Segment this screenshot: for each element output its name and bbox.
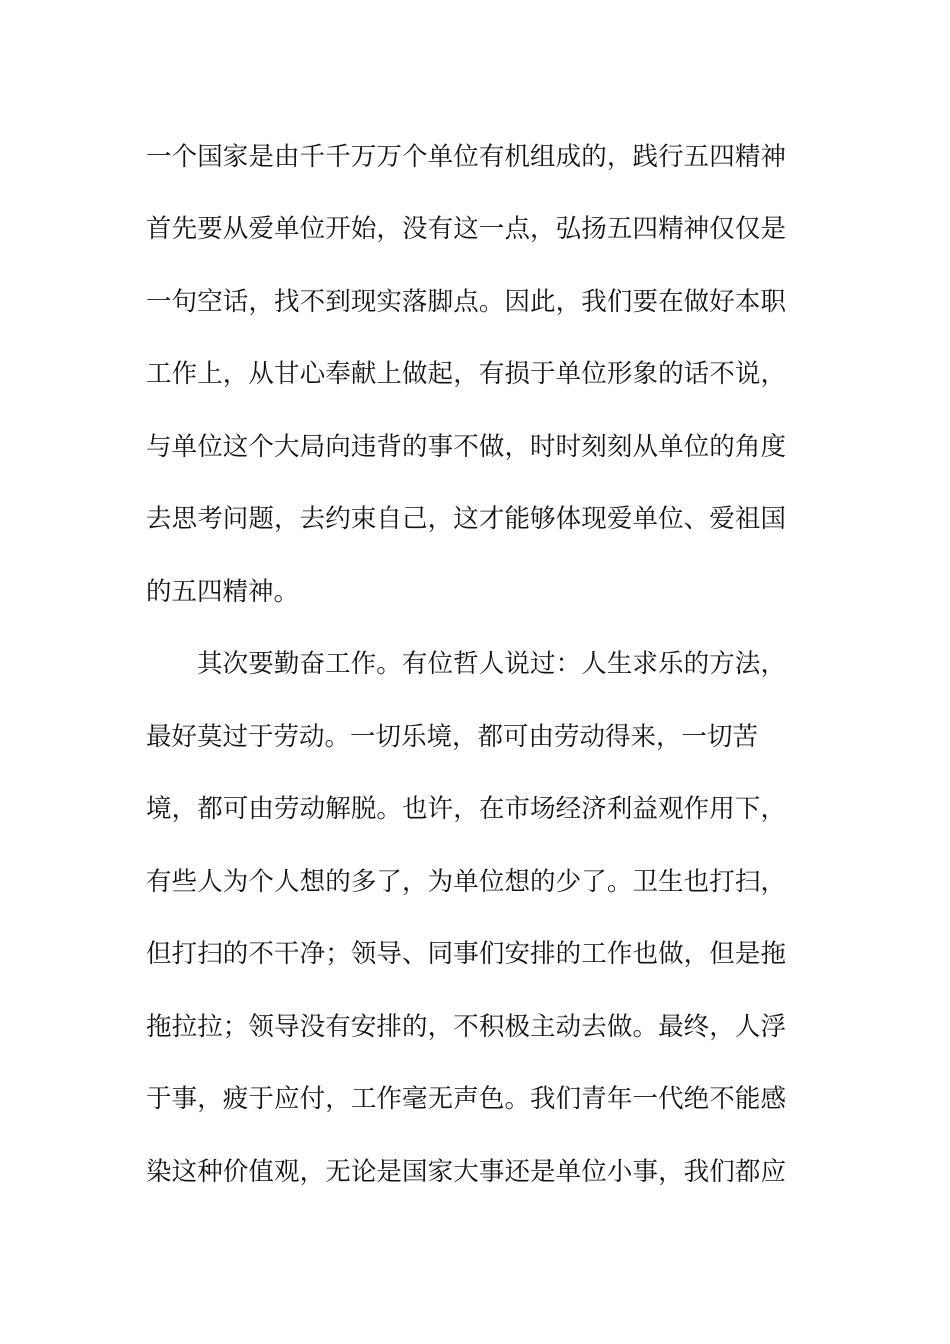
text-line: 境，都可由劳动解脱。也许，在市场经济利益观作用下， xyxy=(146,794,786,824)
text-line: 最好莫过于劳动。一切乐境，都可由劳动得来，一切苦 xyxy=(146,722,759,752)
text-line: 但打扫的不干净；领导、同事们安排的工作也做，但是拖 xyxy=(146,939,786,969)
text-line: 的五四精神。 xyxy=(146,577,300,607)
text-line: 于事，疲于应付，工作毫无声色。我们青年一代绝不能感 xyxy=(146,1084,786,1114)
text-line: 一个国家是由千千万万个单位有机组成的，践行五四精神 xyxy=(146,142,786,172)
text-line: 其次要勤奋工作。有位哲人说过：人生求乐的方法， xyxy=(197,649,786,679)
text-line: 工作上，从甘心奉献上做起，有损于单位形象的话不说， xyxy=(146,359,786,389)
text-line: 去思考问题，去约束自己，这才能够体现爱单位、爱祖国 xyxy=(146,504,786,534)
text-line: 拖拉拉；领导没有安排的，不积极主动去做。最终，人浮 xyxy=(146,1012,786,1042)
text-line: 一句空话，找不到现实落脚点。因此，我们要在做好本职 xyxy=(146,287,786,317)
text-line: 与单位这个大局向违背的事不做，时时刻刻从单位的角度 xyxy=(146,432,786,462)
text-line: 染这种价值观，无论是国家大事还是单位小事，我们都应 xyxy=(146,1157,786,1187)
text-line: 有些人为个人想的多了，为单位想的少了。卫生也打扫， xyxy=(146,867,786,897)
text-line: 首先要从爱单位开始，没有这一点，弘扬五四精神仅仅是 xyxy=(146,214,786,244)
